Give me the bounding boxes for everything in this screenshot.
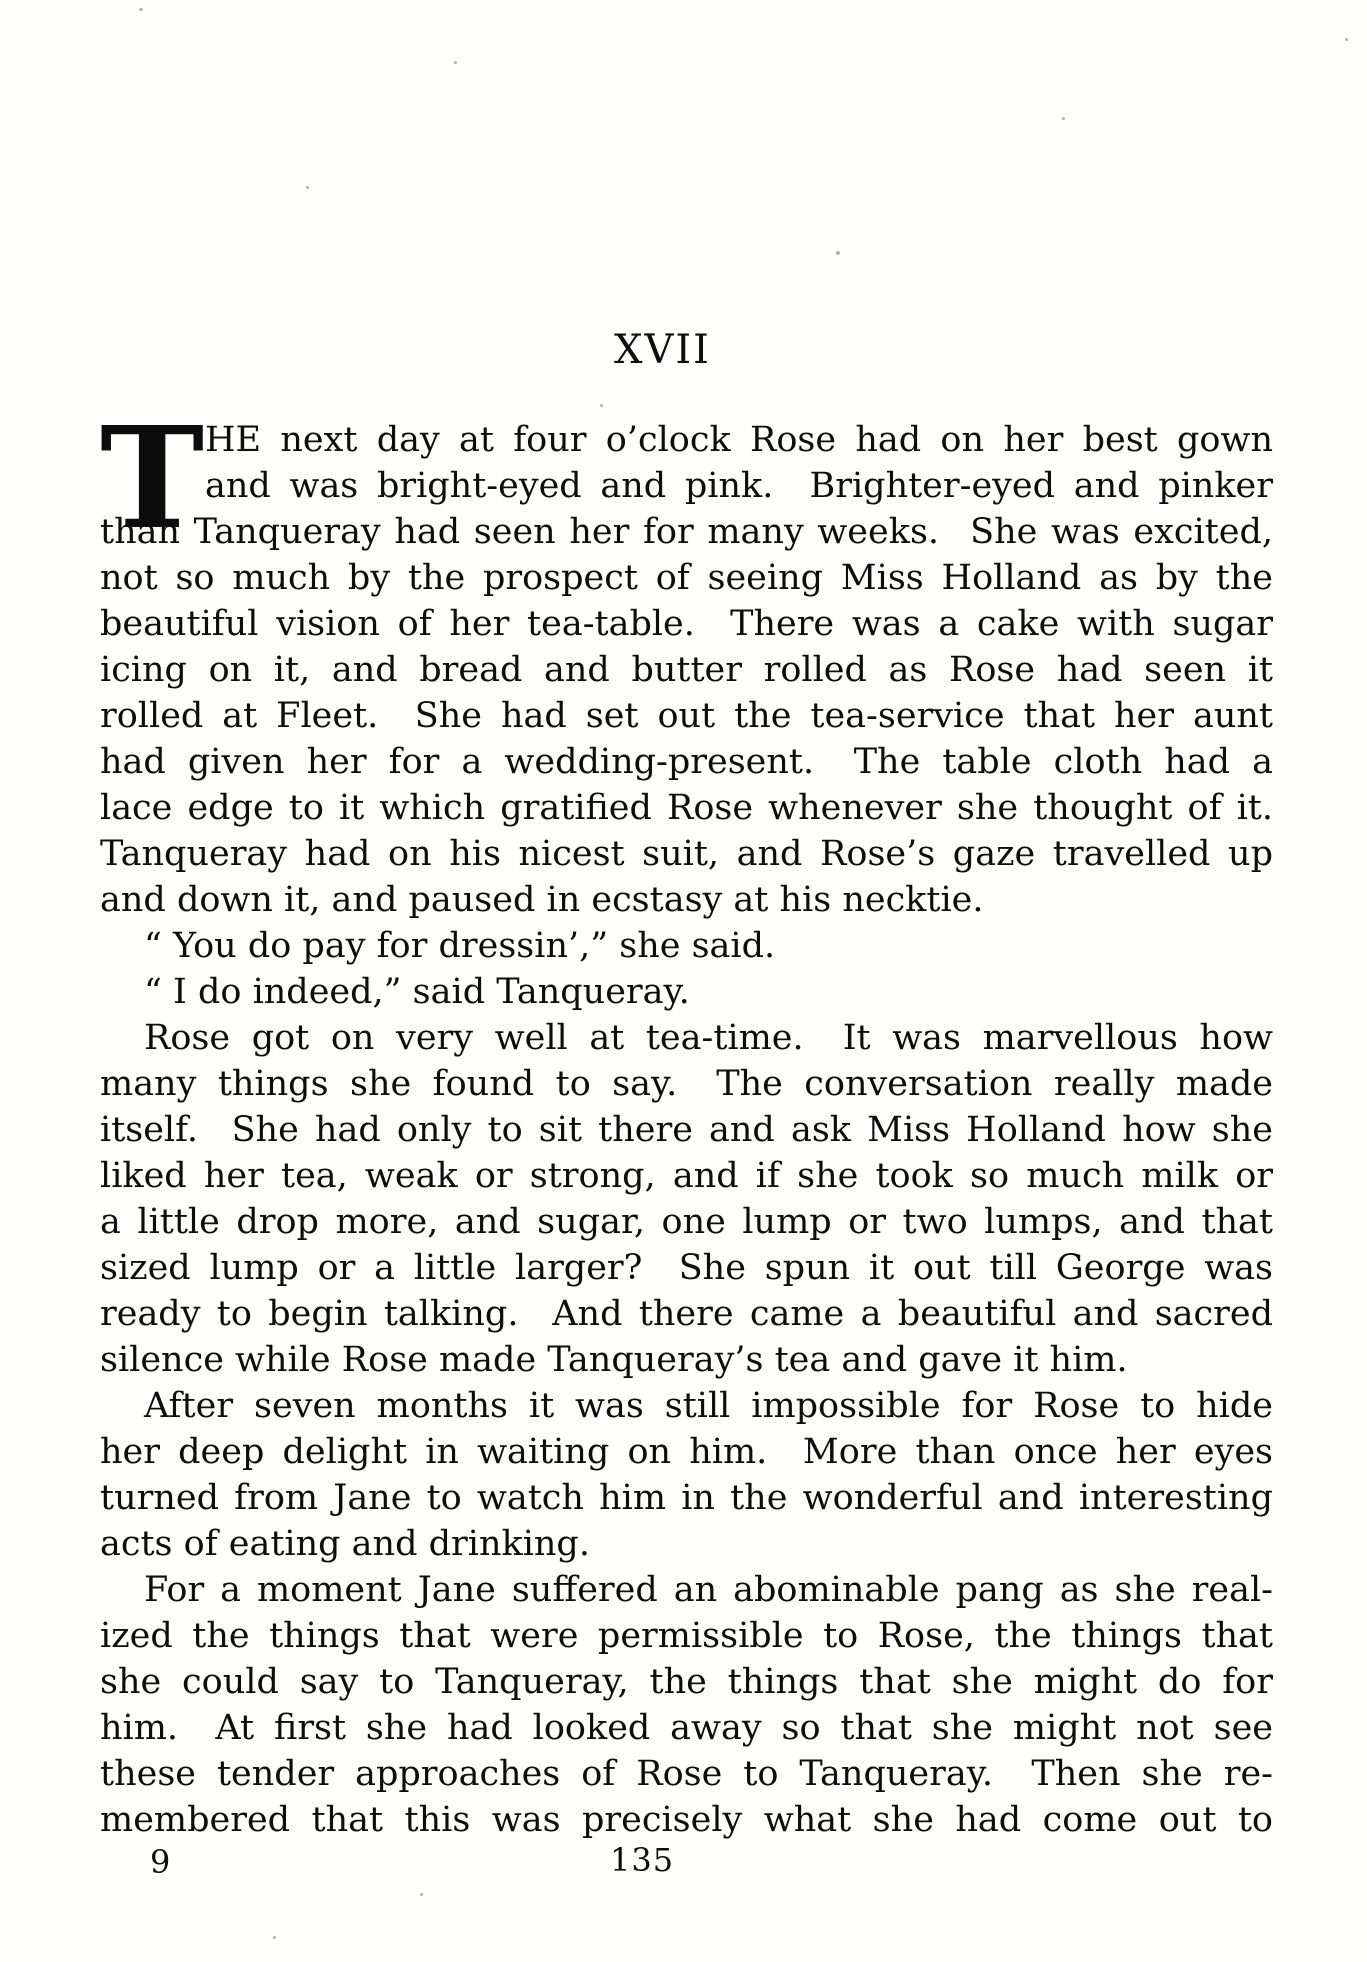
- text-line: itself. She had only to sit there and ask Miss Holland how she: [100, 1110, 1273, 1150]
- scan-speck: [273, 1936, 276, 1939]
- scan-speck: [1345, 38, 1348, 41]
- text-line: silence while Rose made Tanqueray’s tea and gave it him.: [100, 1340, 1128, 1380]
- scan-speck: [836, 251, 840, 255]
- text-line: acts of eating and drinking.: [100, 1524, 590, 1564]
- drop-cap: T: [100, 397, 205, 561]
- text-line: a little drop more, and sugar, one lump or two lumps, and that: [100, 1202, 1273, 1242]
- chapter-heading: XVII: [614, 327, 711, 373]
- printer-signature: 9: [150, 1843, 171, 1881]
- text-line: For a moment Jane suffered an abominable pang as she real-: [144, 1570, 1273, 1610]
- text-line: not so much by the prospect of seeing Miss Holland as by the: [100, 558, 1273, 598]
- text-line: ready to begin talking. And there came a beautiful and sacred: [100, 1294, 1273, 1334]
- text-line: and was bright-eyed and pink. Brighter-eyed and pinker: [205, 466, 1273, 506]
- paragraph: [100, 923, 1273, 969]
- text-block: [100, 397, 1273, 1843]
- text-line: “ I do indeed,” said Tanqueray.: [144, 972, 690, 1012]
- text-line: these tender approaches of Rose to Tanqueray. Then she re-: [100, 1754, 1273, 1794]
- paragraph: [100, 1015, 1273, 1383]
- text-line: had given her for a wedding-present. The table cloth had a: [100, 742, 1273, 782]
- text-line: than Tanqueray had seen her for many weeks. She was excited,: [100, 512, 1273, 552]
- text-line: lace edge to it which gratified Rose whenever she thought of it.: [100, 788, 1273, 828]
- text-line: Tanqueray had on his nicest suit, and Rose’s gaze travelled up: [100, 834, 1273, 874]
- text-line: him. At first she had looked away so that she might not see: [100, 1708, 1273, 1748]
- text-line: “ You do pay for dressin’,” she said.: [144, 926, 776, 966]
- text-line: beautiful vision of her tea-table. There was a cake with sugar: [100, 604, 1273, 644]
- scan-speck: [420, 1893, 423, 1896]
- text-line: liked her tea, weak or strong, and if she took so much milk or: [100, 1156, 1273, 1196]
- text-line: After seven months it was still impossible for Rose to hide: [144, 1386, 1273, 1426]
- text-line: turned from Jane to watch him in the wonderful and interesting: [100, 1478, 1273, 1518]
- text-line: HE next day at four o’clock Rose had on her best gown: [205, 420, 1273, 460]
- text-line: ized the things that were permissible to Rose, the things that: [100, 1616, 1273, 1656]
- text-line: her deep delight in waiting on him. More than once her eyes: [100, 1432, 1273, 1472]
- paragraph: [100, 1567, 1273, 1843]
- text-line: rolled at Fleet. She had set out the tea-service that her aunt: [100, 696, 1273, 736]
- text-line: and down it, and paused in ecstasy at his necktie.: [100, 880, 984, 920]
- scan-speck: [139, 8, 143, 11]
- scan-speck: [306, 186, 309, 189]
- paragraph: [100, 969, 1273, 1015]
- scan-speck: [454, 61, 457, 64]
- scan-speck: [600, 404, 603, 407]
- paragraph: [100, 1383, 1273, 1567]
- page-number: 135: [610, 1841, 675, 1879]
- scan-speck: [1062, 117, 1065, 120]
- text-line: Rose got on very well at tea-time. It was marvellous how: [144, 1018, 1273, 1058]
- text-line: she could say to Tanqueray, the things that she might do for: [100, 1662, 1273, 1702]
- text-line: sized lump or a little larger? She spun it out till George was: [100, 1248, 1273, 1288]
- text-line: many things she found to say. The conversation really made: [100, 1064, 1273, 1104]
- paragraph: [100, 397, 1273, 923]
- text-line: membered that this was precisely what she had come out to: [100, 1800, 1273, 1840]
- text-line: icing on it, and bread and butter rolled as Rose had seen it: [100, 650, 1273, 690]
